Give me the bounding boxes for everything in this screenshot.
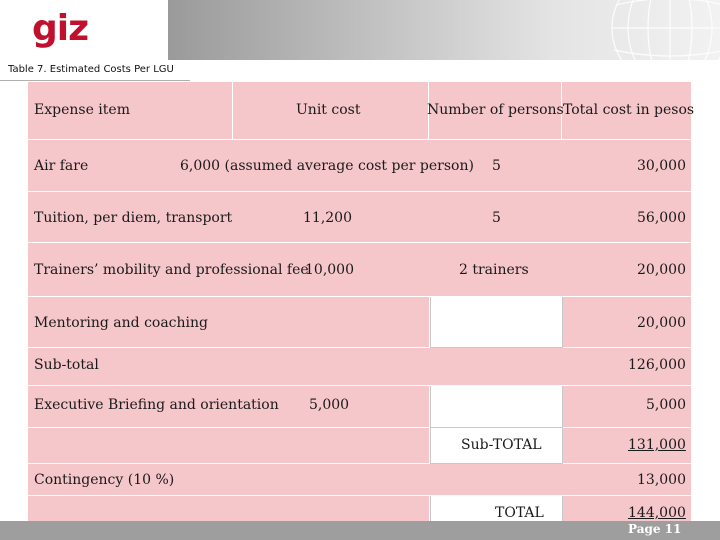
page-header <box>0 0 720 62</box>
row-item: Air fare <box>34 158 89 174</box>
row-persons: 5 <box>492 210 501 226</box>
row-item: Mentoring and coaching <box>34 315 208 331</box>
subtotal-value: 131,000 <box>628 437 686 453</box>
row-total: 20,000 <box>637 315 686 331</box>
empty-cell <box>430 297 563 348</box>
page-number: Page 11 <box>628 522 682 536</box>
row-total: 20,000 <box>637 262 686 278</box>
footer-bar <box>0 521 720 540</box>
row-unit-cost: 6,000 (assumed average cost per person) <box>180 158 474 174</box>
row-total: 5,000 <box>646 397 687 413</box>
row-total: 126,000 <box>628 357 686 373</box>
row-item: Trainers’ mobility and professional fee <box>34 262 309 278</box>
row-total: 13,000 <box>637 472 686 488</box>
table-caption: Table 7. Estimated Costs Per LGU <box>8 64 174 75</box>
row-total: 30,000 <box>637 158 686 174</box>
row-item: Sub-total <box>34 357 99 373</box>
row-unit-cost: 10,000 <box>305 262 354 278</box>
giz-logo: giz <box>32 8 89 49</box>
grand-total-label: TOTAL <box>495 505 544 521</box>
table-row <box>28 348 692 386</box>
logo-area <box>0 0 168 60</box>
header-expense-item: Expense item <box>34 102 130 118</box>
globe-icon <box>590 0 720 62</box>
row-item: Tuition, per diem, transport <box>34 210 233 226</box>
row-persons: 2 trainers <box>459 262 529 278</box>
row-total: 56,000 <box>637 210 686 226</box>
header-unit-cost: Unit cost <box>296 102 361 118</box>
caption-divider <box>0 80 190 81</box>
row-persons: 5 <box>492 158 501 174</box>
header-total-cost: Total cost in pesos <box>563 102 695 118</box>
row-item: Contingency (10 %) <box>34 472 175 488</box>
row-unit-cost: 11,200 <box>303 210 352 226</box>
subtotal-label: Sub-TOTAL <box>461 437 542 453</box>
row-item: Executive Briefing and orientation <box>34 397 279 413</box>
empty-cell <box>430 386 563 428</box>
row-unit-cost: 5,000 <box>309 397 350 413</box>
header-number-of-persons: Number of persons <box>427 102 564 118</box>
table-row <box>28 428 430 464</box>
grand-total-value: 144,000 <box>628 505 686 521</box>
